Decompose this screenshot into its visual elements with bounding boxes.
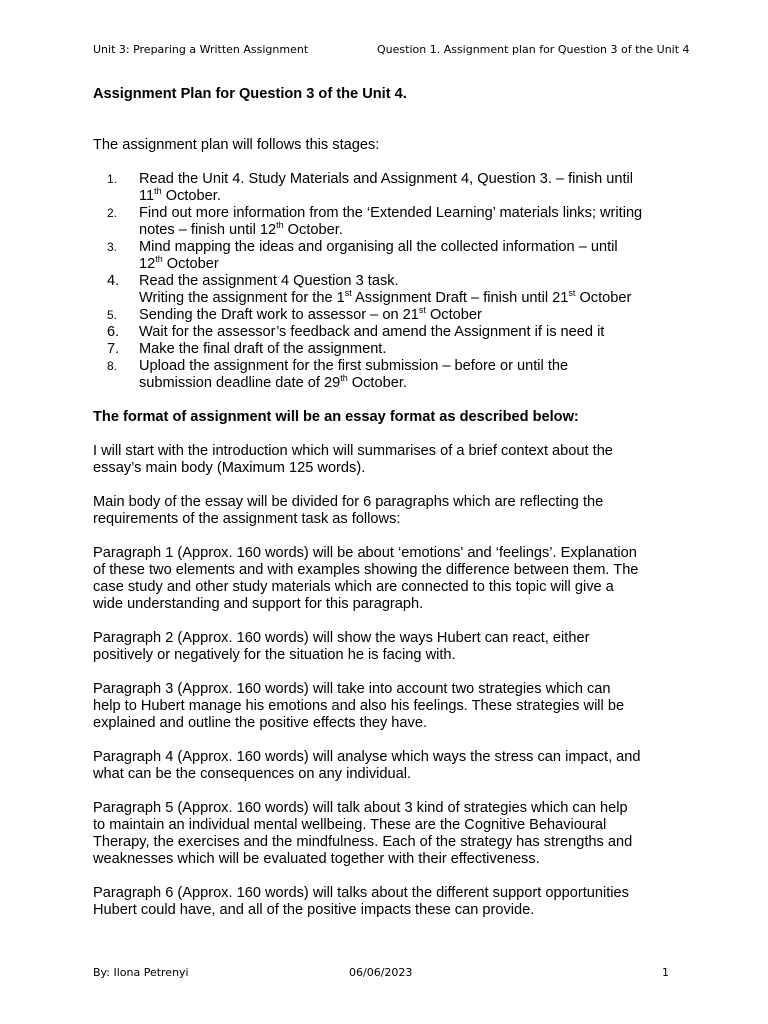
ordinal-suffix: th [340, 373, 348, 384]
paragraph-line: wide understanding and support for this paragraph. [93, 596, 424, 612]
stage-text: Assignment Draft – finish until 21 [351, 290, 569, 306]
paragraph-line: positively or negatively for the situation he is facing with. [93, 647, 456, 663]
stage-text: October. [283, 222, 343, 238]
stage-text: October. [347, 375, 407, 391]
paragraph-line: Paragraph 6 (Approx. 160 words) will talks about the different support opportunities [93, 885, 629, 901]
paragraph-line: I will start with the introduction which will summarises of a brief context about the [93, 443, 613, 459]
stage-text: Read the assignment 4 Question 3 task. [139, 273, 399, 289]
stage-text: October. [161, 188, 221, 204]
paragraph-line: to maintain an individual mental wellbeing. These are the Cognitive Behavioural [93, 817, 607, 833]
stage-number: 8. [107, 359, 118, 373]
stage-line [139, 341, 683, 358]
stage-item [93, 273, 683, 307]
paragraph-line: weaknesses which will be evaluated together with their effectiveness. [93, 851, 540, 867]
stage-number: 6. [107, 324, 120, 340]
stage-text: 12 [139, 256, 156, 272]
footer-page-number: 1 [662, 966, 669, 979]
stage-number: 4. [107, 273, 120, 289]
stage-text: Make the final draft of the assignment. [139, 341, 387, 357]
stage-text: notes – finish until 12 [139, 222, 277, 238]
ordinal-suffix: th [154, 186, 162, 197]
stage-item [93, 324, 683, 341]
intro-text: The assignment plan will follows this stages: [93, 137, 380, 153]
stage-text: Wait for the assessor’s feedback and amend the Assignment if is need it [139, 324, 605, 340]
stage-line [139, 307, 683, 324]
paragraph-line: help to Hubert manage his emotions and also his feelings. These strategies will be [93, 698, 625, 714]
paragraph-line: requirements of the assignment task as follows: [93, 511, 401, 527]
stage-text: Find out more information from the ‘Extended Learning’ materials links; writing [139, 205, 643, 221]
ordinal-suffix: st [568, 288, 576, 299]
stage-text: October [162, 256, 219, 272]
paragraph-line: Hubert could have, and all of the positive impacts these can provide. [93, 902, 535, 918]
body-paragraph [93, 885, 683, 919]
stage-item [93, 205, 683, 239]
stage-text: Mind mapping the ideas and organising all the collected information – until [139, 239, 618, 255]
stage-text: October [425, 307, 482, 323]
stage-text: October [575, 290, 632, 306]
stage-item [93, 358, 683, 392]
paragraph-line: Paragraph 1 (Approx. 160 words) will be about ‘emotions' and ‘feelings’. Explanation [93, 545, 637, 561]
stage-item [93, 341, 683, 358]
paragraphs [93, 443, 683, 919]
ordinal-suffix: st [344, 288, 352, 299]
paragraph-line: Main body of the essay will be divided for 6 paragraphs which are reflecting the [93, 494, 604, 510]
stage-text: Upload the assignment for the first submission – before or until the [139, 358, 569, 374]
stage-line [139, 188, 683, 205]
document-title: Assignment Plan for Question 3 of the Unit 4. [93, 86, 407, 102]
stage-text: Read the Unit 4. Study Materials and Assignment 4, Question 3. – finish until [139, 171, 634, 187]
stage-line [139, 171, 683, 188]
paragraph-line: Paragraph 3 (Approx. 160 words) will take into account two strategies which can [93, 681, 611, 697]
footer-date: 06/06/2023 [349, 966, 413, 979]
stage-line [139, 273, 683, 290]
ordinal-suffix: th [276, 220, 284, 231]
stage-number: 2. [107, 206, 118, 220]
header-right: Question 1. Assignment plan for Question 3 of the Unit 4 [377, 43, 690, 56]
paragraph-line: what can be the consequences on any individual. [93, 766, 412, 782]
stages-list [93, 171, 683, 392]
body-paragraph [93, 545, 683, 613]
stage-text: Writing the assignment for the 1 [139, 290, 345, 306]
stage-line [139, 205, 683, 222]
stage-number: 7. [107, 341, 120, 357]
paragraph-line: Paragraph 2 (Approx. 160 words) will show the ways Hubert can react, either [93, 630, 590, 646]
paragraph-line: Paragraph 4 (Approx. 160 words) will analyse which ways the stress can impact, and [93, 749, 641, 765]
body-paragraph [93, 749, 683, 783]
stage-line [139, 256, 683, 273]
stage-line [139, 222, 683, 239]
body-paragraph [93, 800, 683, 868]
paragraph-line: explained and outline the positive effects they have. [93, 715, 427, 731]
paragraph-line: Therapy, the exercises and the mindfulness. Each of the strategy has strengths and [93, 834, 633, 850]
paragraph-line: case study and other study materials which are connected to this topic will give a [93, 579, 614, 595]
format-title: The format of assignment will be an essay format as described below: [93, 409, 579, 425]
stage-item [93, 171, 683, 205]
body-paragraph [93, 494, 683, 528]
ordinal-suffix: th [155, 254, 163, 265]
document-body [93, 86, 683, 919]
paragraph-line: essay’s main body (Maximum 125 words). [93, 460, 366, 476]
paragraph-line: Paragraph 5 (Approx. 160 words) will talk about 3 kind of strategies which can help [93, 800, 628, 816]
stage-text: Sending the Draft work to assessor – on 21 [139, 307, 419, 323]
body-paragraph [93, 630, 683, 664]
ordinal-suffix: st [418, 305, 426, 316]
stage-number: 3. [107, 240, 118, 254]
stage-text: submission deadline date of 29 [139, 375, 341, 391]
header-left: Unit 3: Preparing a Written Assignment [93, 43, 309, 56]
stage-item [93, 307, 683, 324]
body-paragraph [93, 681, 683, 732]
stage-line [139, 239, 683, 256]
stage-number: 5. [107, 308, 118, 322]
stage-line [139, 290, 683, 307]
stage-item [93, 239, 683, 273]
stage-line [139, 324, 683, 341]
body-paragraph [93, 443, 683, 477]
paragraph-line: of these two elements and with examples showing the difference between them. The [93, 562, 639, 578]
footer-author: By: Ilona Petrenyi [93, 966, 189, 979]
stage-number: 1. [107, 172, 118, 186]
stage-text: 11 [139, 188, 155, 204]
stage-line [139, 358, 683, 375]
stage-line [139, 375, 683, 392]
